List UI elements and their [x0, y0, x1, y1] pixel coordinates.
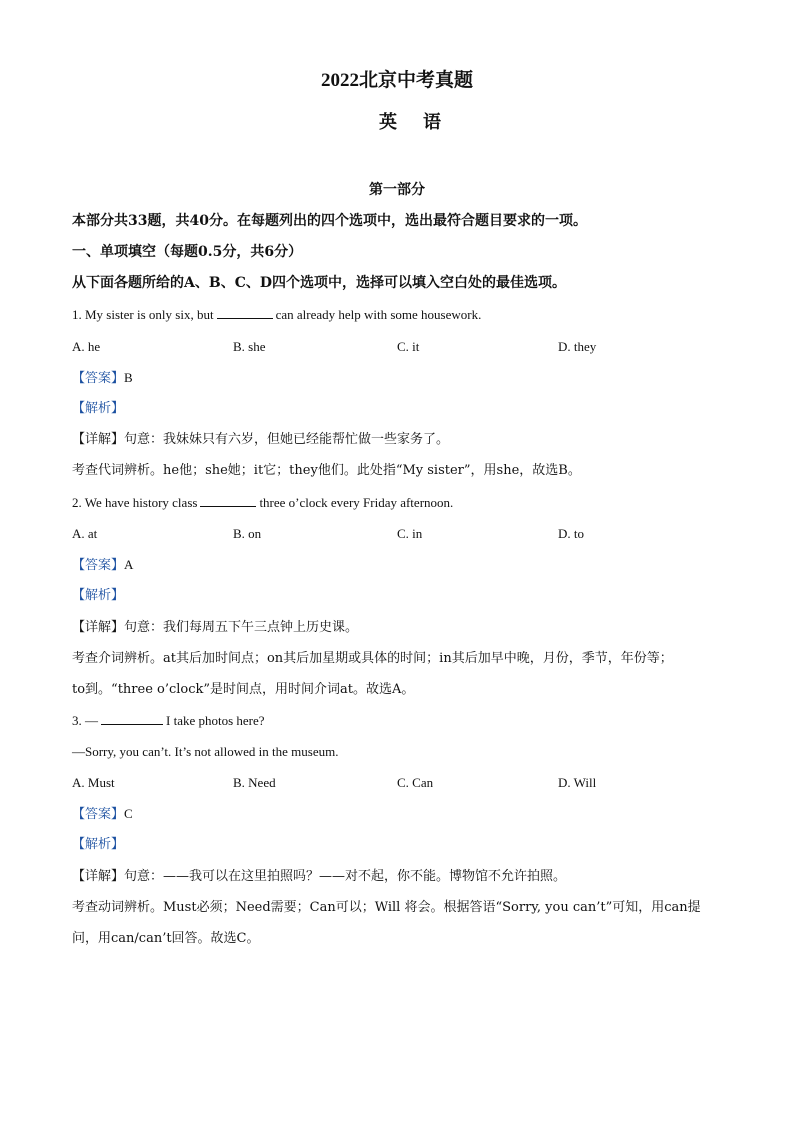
answer-line-2 — [72, 556, 133, 575]
detail-line-1 — [72, 431, 449, 449]
analysis-tag: 【解析】 — [72, 401, 125, 416]
detail-line-3 — [72, 868, 566, 886]
question-1-stem — [72, 306, 481, 324]
detail-line-2 — [72, 619, 358, 637]
question-3-stem-after: I take photos here? — [166, 713, 265, 728]
option-d: D. they — [558, 339, 597, 354]
exam-title: 2022北京中考真题 — [320, 70, 473, 91]
analysis-line-3 — [72, 836, 124, 854]
question-2-stem-after: three o’clock every Friday afternoon. — [259, 495, 454, 510]
answer-blank — [217, 306, 273, 319]
detail-tag: 【详解】 — [72, 869, 125, 884]
answer-value: A — [124, 557, 134, 572]
explanation-2-line-1: 考查介词辨析。at其后加时间点；on其后加星期或具体的时间；in其后加早中晚，月份，季节，年份等； — [72, 651, 673, 666]
detail-tag: 【详解】 — [72, 620, 125, 635]
option-c: C. in — [397, 526, 423, 541]
explanation-3-line-1: 考查动词辨析。Must必须；Need需要；Can可以；Will 将会。根据答语“Sorry, you can’t”可知，用can提 — [72, 900, 701, 915]
answer-tag: 【答案】 — [72, 371, 125, 386]
analysis-tag: 【解析】 — [72, 837, 125, 852]
analysis-line-1 — [72, 400, 124, 418]
detail-text: 句意：——我可以在这里拍照吗？——对不起，你不能。博物馆不允许拍照。 — [124, 869, 567, 884]
question-2-stem-before: 2. We have history class — [72, 495, 198, 510]
answer-line-3 — [72, 805, 133, 824]
question-3-stem-before: 3. — — [72, 713, 98, 728]
question-1-stem-before: 1. My sister is only six, but — [72, 307, 214, 322]
detail-text: 句意：我们每周五下午三点钟上历史课。 — [124, 620, 359, 635]
answer-blank — [101, 712, 163, 725]
detail-tag: 【详解】 — [72, 432, 125, 447]
answer-tag: 【答案】 — [72, 558, 125, 573]
section-title: 一、单项填空（每题0.5分，共6分） — [72, 244, 303, 260]
explanation-2-line-2: to到。“three o’clock”是时间点，用时间介词at。故选A。 — [72, 682, 415, 697]
part-instruction: 本部分共33题，共40分。在每题列出的四个选项中，选出最符合题目要求的一项。 — [72, 213, 587, 229]
answer-tag: 【答案】 — [72, 807, 125, 822]
option-d: D. Will — [558, 775, 597, 790]
analysis-tag: 【解析】 — [72, 588, 125, 603]
detail-text: 句意：我妹妹只有六岁，但她已经能帮忙做一些家务了。 — [124, 432, 450, 447]
part-label: 第一部分 — [369, 182, 425, 198]
analysis-line-2 — [72, 587, 124, 605]
section-instruction: 从下面各题所给的A、B、C、D四个选项中，选择可以填入空白处的最佳选项。 — [72, 275, 566, 291]
option-c: C. Can — [397, 775, 434, 790]
answer-value: C — [124, 806, 133, 821]
option-b: B. on — [233, 526, 262, 541]
answer-value: B — [124, 370, 133, 385]
option-a: A. he — [72, 339, 101, 354]
question-1-stem-after: can already help with some housework. — [275, 307, 482, 322]
subject-title: 英语 — [379, 112, 467, 133]
option-a: A. at — [72, 526, 98, 541]
question-3-stem — [72, 712, 265, 730]
explanation-3-line-2: 问，用can/can’t回答。故选C。 — [72, 931, 260, 946]
option-c: C. it — [397, 339, 420, 354]
option-b: B. Need — [233, 775, 276, 790]
option-b: B. she — [233, 339, 266, 354]
question-3-response: —Sorry, you can’t. It’s not allowed in the museum. — [72, 744, 339, 759]
question-2-stem — [72, 494, 453, 512]
answer-line-1 — [72, 369, 133, 388]
option-d: D. to — [558, 526, 584, 541]
answer-blank — [200, 494, 256, 507]
explanation-1-line-1: 考查代词辨析。he他；she她；it它；they他们。此处指“My sister”，用she，故选B。 — [72, 463, 581, 478]
option-a: A. Must — [72, 775, 115, 790]
